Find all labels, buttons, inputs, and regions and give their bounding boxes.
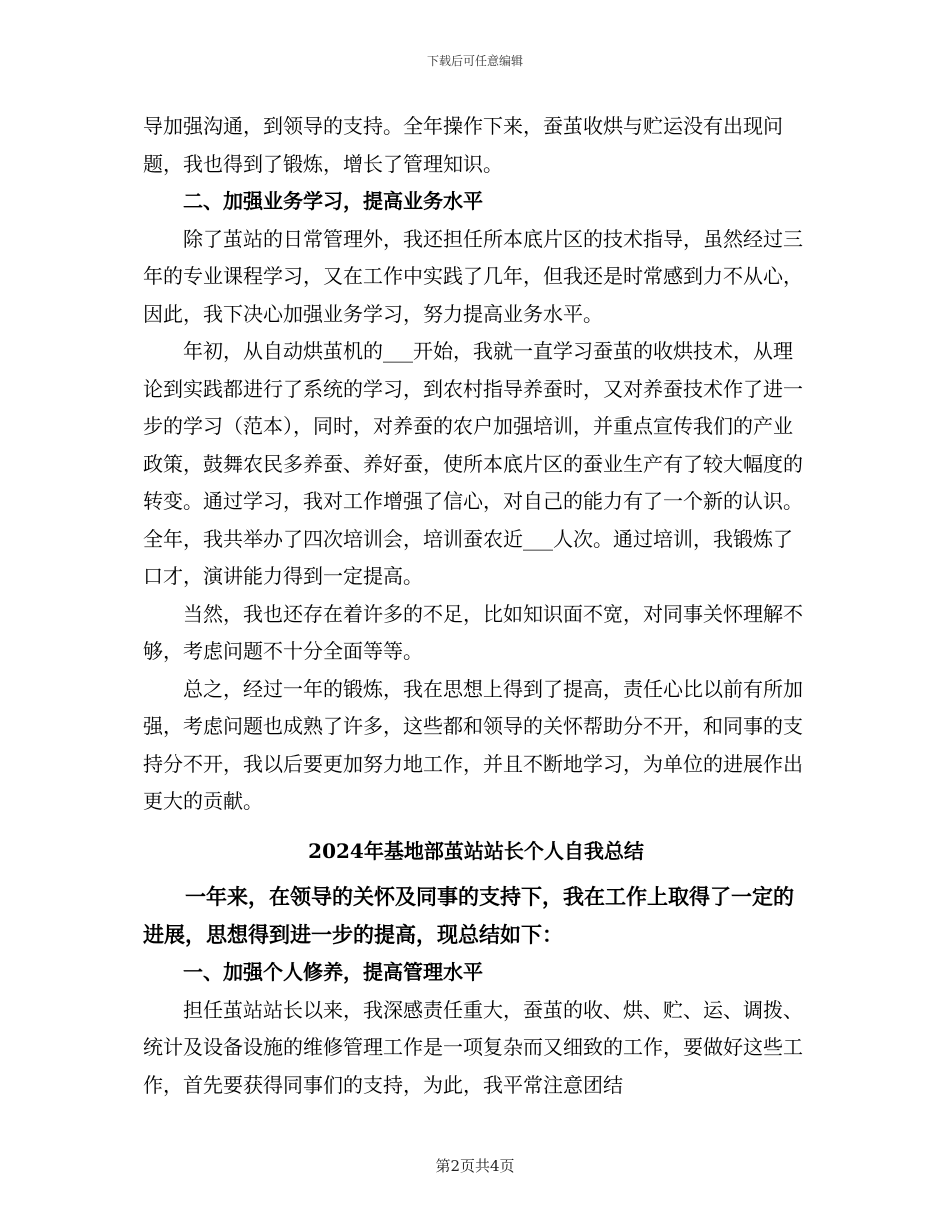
page-footer-number: 第2页共4页 [435, 1157, 515, 1175]
paragraph-4: 当然，我也还存在着许多的不足，比如知识面不宽，对同事关怀理解不够，考虑问题不十分全面等等。 [143, 601, 803, 663]
paragraph-5: 总之，经过一年的锻炼，我在思想上得到了提高，责任心比以前有所加强，考虑问题也成熟了许多，这些都和领导的关怀帮助分不开，和同事的支持分不开，我以后要更加努力地工作，并且不断地学习，为单位的进展作出更大的贡献。 [143, 676, 803, 813]
document-body [143, 108, 809, 1104]
section-heading-1: 一、加强个人修养，提高管理水平 [183, 960, 483, 984]
paragraph-1: 导加强沟通，到领导的支持。全年操作下来，蚕茧收烘与贮运没有出现问题，我也得到了锻炼，增长了管理知识。 [143, 114, 783, 176]
section-heading-2: 二、加强业务学习，提高业务水平 [183, 189, 483, 213]
paragraph-6: 担任茧站站长以来，我深感责任重大，蚕茧的收、烘、贮、运、调拨、统计及设备设施的维修管理工作是一项复杂而又细致的工作，要做好这些工作，首先要获得同事们的支持，为此，我平常注意团结 [143, 997, 803, 1097]
page-header-note: 下载后可任意编辑 [426, 54, 523, 68]
intro-paragraph: 一年来，在领导的关怀及同事的支持下，我在工作上取得了一定的进展，思想得到进一步的提高，现总结如下： [143, 884, 794, 947]
paragraph-3: 年初，从自动烘茧机的___开始，我就一直学习蚕茧的收烘技术，从理论到实践都进行了系统的学习，到农村指导养蚕时，又对养蚕技术作了进一步的学习（范本），同时，对养蚕的农户加强培训，并重点宣传我们的产业政策，鼓舞农民多养蚕、养好蚕，使所本底片区的蚕业生产有了较大幅度的转变。通过学习，我对工作增强了信心，对自己的能力有了一个新的认识。全年，我共举办了四次培训会，培训蚕农近___人次。通过培训，我锻炼了口才，演讲能力得到一定提高。 [143, 339, 803, 588]
document-title: 2024年基地部茧站站长个人自我总结 [308, 838, 644, 863]
paragraph-2: 除了茧站的日常管理外，我还担任所本底片区的技术指导，虽然经过三年的专业课程学习，又在工作中实践了几年，但我还是时常感到力不从心，因此，我下决心加强业务学习，努力提高业务水平。 [143, 226, 803, 326]
